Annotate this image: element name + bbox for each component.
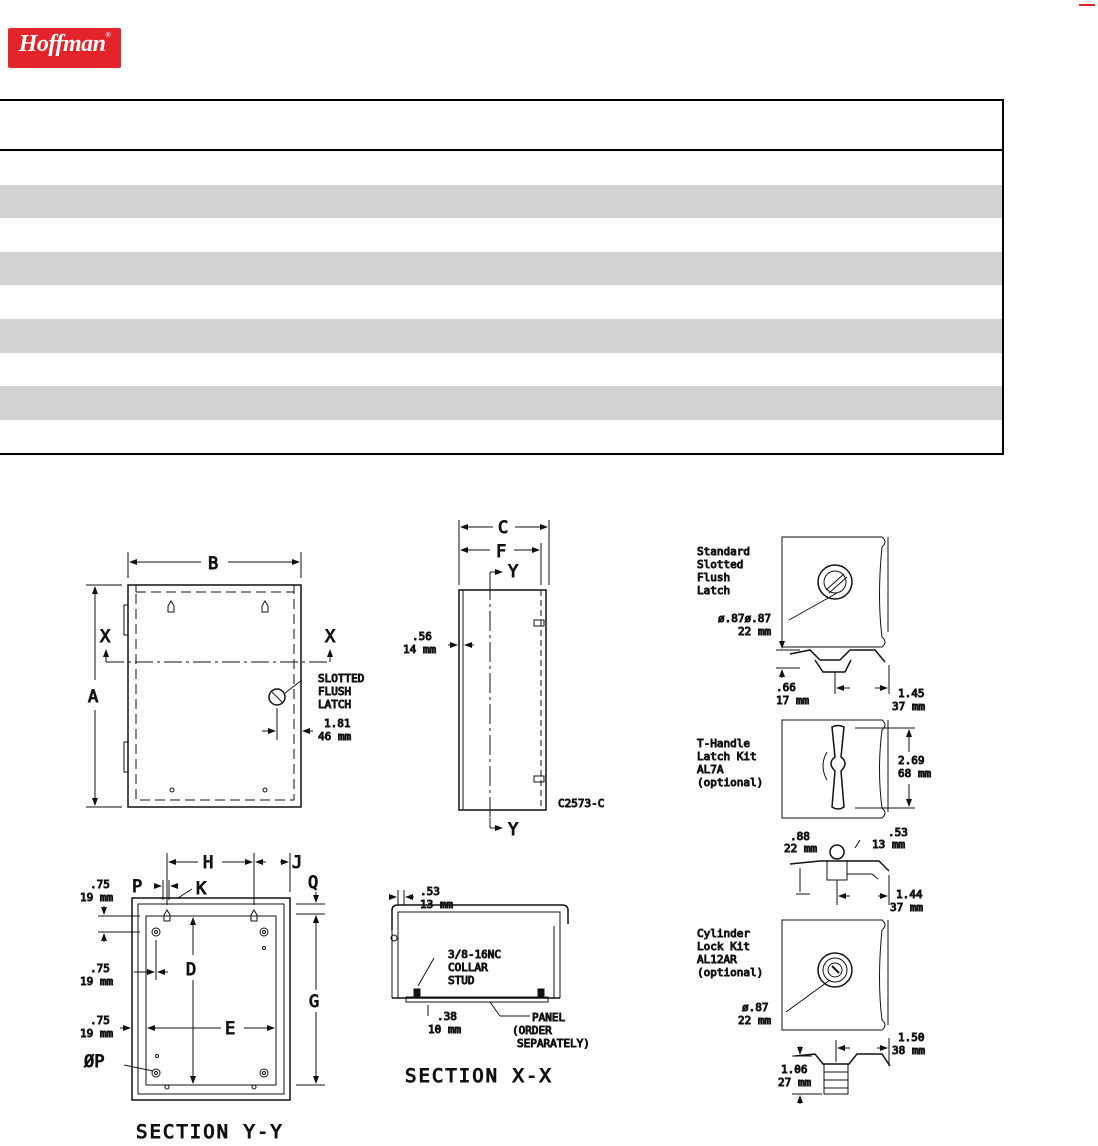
latch-offset-mm: 46 mm xyxy=(318,730,352,743)
cyl-label-3: AL12AR xyxy=(697,953,737,966)
dim-f-label: F xyxy=(496,542,507,562)
latch-label-1: SLOTTED xyxy=(318,672,365,685)
dim-phi-p-label: ØP xyxy=(84,1052,105,1072)
offset2-mm: 19 mm xyxy=(80,975,114,988)
th-label-3: AL7A xyxy=(697,763,724,776)
spec-row-5 xyxy=(0,285,1002,319)
side-depth-mm: 14 mm xyxy=(403,643,437,656)
dim-b-label: B xyxy=(208,554,219,574)
spec-table xyxy=(0,99,1004,455)
std-label-1: Standard xyxy=(697,545,750,558)
stud-label-3: STUD xyxy=(448,974,475,987)
cyl-label-1: Cylinder xyxy=(697,927,750,940)
dim-k-label: K xyxy=(196,879,207,899)
std-label-3: Flush xyxy=(697,571,731,584)
spec-table-header xyxy=(0,101,1002,151)
th-label-1: T-Handle xyxy=(697,737,750,750)
th-depth-in: 1.44 xyxy=(896,888,923,901)
dim-q-label: Q xyxy=(308,873,319,893)
std-dia-mm: 22 mm xyxy=(738,625,772,638)
spec-row-6 xyxy=(0,319,1002,353)
cyl-depth-mm: 38 mm xyxy=(892,1044,926,1057)
t-handle-latch-drawing xyxy=(782,720,915,905)
panel-label-3: SEPARATELY) xyxy=(517,1037,590,1050)
side-view xyxy=(448,520,549,828)
spec-row-3 xyxy=(0,218,1002,252)
standard-latch-drawing xyxy=(776,537,889,694)
cyl-label-4: (optional) xyxy=(697,966,764,979)
dim-j-label: J xyxy=(292,853,303,873)
section-yy-title: SECTION Y-Y xyxy=(136,1121,284,1143)
section-x-right-label: X xyxy=(325,627,336,647)
cyl-dia: ø.87 xyxy=(742,1001,769,1014)
std-label-4: Latch xyxy=(697,584,731,597)
dim-h-label: H xyxy=(203,853,214,873)
dim-p-label: P xyxy=(132,877,143,897)
section-x-left-label: X xyxy=(100,627,111,647)
dim-a-label: A xyxy=(88,687,99,707)
std-depth-in: 1.45 xyxy=(898,687,925,700)
std-height-in: .66 xyxy=(776,681,796,694)
spec-row-8 xyxy=(0,386,1002,420)
std-label-2: Slotted xyxy=(697,558,744,571)
dim-d-label: D xyxy=(186,960,197,980)
dim-e-label: E xyxy=(225,1019,236,1039)
std-depth-mm: 37 mm xyxy=(892,700,926,713)
spec-row-1 xyxy=(0,151,1002,185)
std-height-mm: 17 mm xyxy=(776,694,810,707)
offset1-mm: 19 mm xyxy=(80,891,114,904)
panel-label-2: (ORDER xyxy=(512,1024,552,1037)
xx-flange-in: .53 xyxy=(420,885,440,898)
standoff-in: .38 xyxy=(437,1010,457,1023)
std-dia: ø.87ø.87 xyxy=(718,612,771,625)
th-height-mm: 68 mm xyxy=(898,767,932,780)
th-label-4: (optional) xyxy=(697,776,764,789)
logo-text: Hoffman® xyxy=(18,31,111,57)
th-top-mm: 13 mm xyxy=(872,838,906,851)
section-y-top-label: Y xyxy=(508,562,519,582)
side-depth-in: .56 xyxy=(412,630,432,643)
th-side-in: .88 xyxy=(790,830,810,843)
spec-row-9 xyxy=(0,420,1002,454)
spec-row-7 xyxy=(0,353,1002,387)
stud-label-1: 3/8-16NC xyxy=(448,948,501,961)
cyl-height-mm: 27 mm xyxy=(778,1076,812,1089)
th-height-in: 2.69 xyxy=(898,754,925,767)
th-depth-mm: 37 mm xyxy=(890,901,924,914)
offset2-in: .75 xyxy=(90,962,110,975)
offset3-mm: 19 mm xyxy=(80,1027,114,1040)
stud-label-2: COLLAR xyxy=(448,961,488,974)
section-xx-title: SECTION X-X xyxy=(405,1065,553,1087)
latch-label-3: LATCH xyxy=(318,698,352,711)
front-view xyxy=(86,552,330,807)
spec-row-4 xyxy=(0,252,1002,286)
latch-label-2: FLUSH xyxy=(318,685,352,698)
th-top-in: .53 xyxy=(888,826,908,839)
dim-c-label: C xyxy=(498,518,509,538)
cyl-height-in: 1.06 xyxy=(781,1063,808,1076)
section-y-bottom-label: Y xyxy=(508,820,519,840)
offset1-in: .75 xyxy=(90,878,110,891)
dim-g-label: G xyxy=(309,992,320,1012)
standoff-mm: 10 mm xyxy=(428,1023,462,1036)
drawing-number: C2573-C xyxy=(558,797,605,810)
cyl-depth-in: 1.50 xyxy=(898,1031,925,1044)
latch-offset-in: 1.81 xyxy=(324,717,351,730)
offset3-in: .75 xyxy=(90,1014,110,1027)
xx-flange-mm: 13 mm xyxy=(420,898,454,911)
spec-row-2 xyxy=(0,185,1002,219)
panel-label-1: PANEL xyxy=(532,1011,566,1024)
corner-mark xyxy=(1079,0,1095,6)
hoffman-logo xyxy=(8,28,121,68)
cyl-label-2: Lock Kit xyxy=(697,940,750,953)
cyl-dia-mm: 22 mm xyxy=(738,1014,772,1027)
th-side-mm: 22 mm xyxy=(784,842,818,855)
th-label-2: Latch Kit xyxy=(697,750,757,763)
technical-drawing xyxy=(0,470,1098,1146)
